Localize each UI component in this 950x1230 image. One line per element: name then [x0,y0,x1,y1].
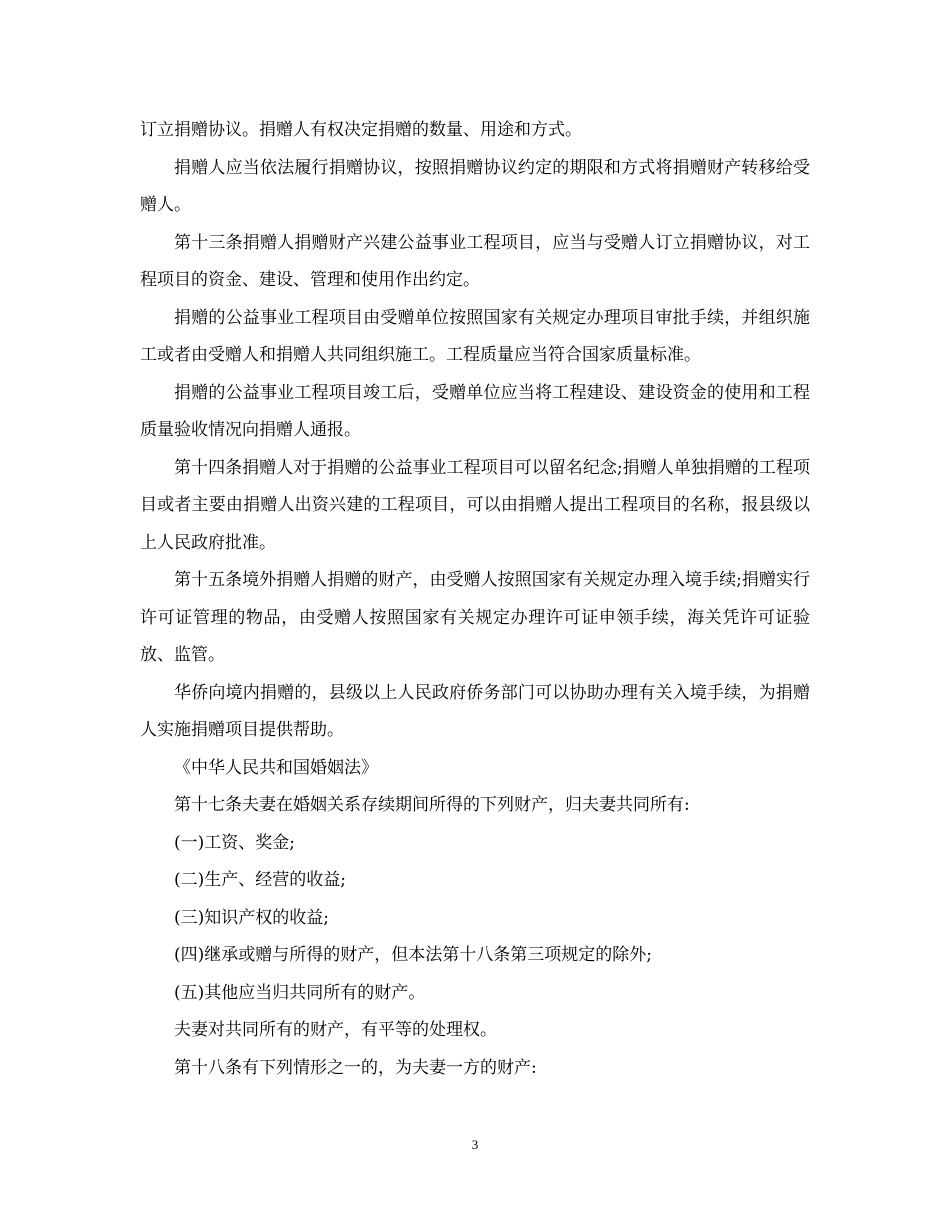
paragraph: 华侨向境内捐赠的，县级以上人民政府侨务部门可以协助办理有关入境手续，为捐赠人实施捐赠项目提供帮助。 [140,682,810,740]
list-item: (一)工资、奖金; [174,832,295,853]
paragraph: 捐赠的公益事业工程项目由受赠单位按照国家有关规定办理项目审批手续，并组织施工或者由受赠人和捐赠人共同组织施工。工程质量应当符合国家质量标准。 [140,307,810,365]
paragraph: 捐赠的公益事业工程项目竣工后，受赠单位应当将工程建设、建设资金的使用和工程质量验收情况向捐赠人通报。 [140,382,810,440]
document-body [140,112,810,1087]
paragraph: 捐赠人应当依法履行捐赠协议，按照捐赠协议约定的期限和方式将捐赠财产转移给受赠人。 [140,157,810,215]
paragraph: 第十三条捐赠人捐赠财产兴建公益事业工程项目，应当与受赠人订立捐赠协议，对工程项目的资金、建设、管理和使用作出约定。 [140,232,810,290]
paragraph: 第十五条境外捐赠人捐赠的财产，由受赠人按照国家有关规定办理入境手续;捐赠实行许可证管理的物品，由受赠人按照国家有关规定办理许可证申领手续，海关凭许可证验放、监管。 [140,570,810,665]
paragraph: 订立捐赠协议。捐赠人有权决定捐赠的数量、用途和方式。 [140,120,582,140]
list-item: (二)生产、经营的收益; [174,870,346,890]
list-item: (四)继承或赠与所得的财产，但本法第十八条第三项规定的除外; [174,945,652,965]
paragraph: 第十七条夫妻在婚姻关系存续期间所得的下列财产，归夫妻共同所有: [174,795,690,815]
paragraph: 夫妻对共同所有的财产，有平等的处理权。 [174,1020,497,1040]
law-title: 《中华人民共和国婚姻法》 [174,757,378,778]
list-item: (五)其他应当归共同所有的财产。 [174,982,426,1003]
paragraph: 第十四条捐赠人对于捐赠的公益事业工程项目可以留名纪念;捐赠人单独捐赠的工程项目或者主要由捐赠人出资兴建的工程项目，可以由捐赠人提出工程项目的名称，报县级以上人民政府批准。 [140,457,810,553]
paragraph: 第十八条有下列情形之一的，为夫妻一方的财产: [174,1057,537,1078]
list-item: (三)知识产权的收益; [174,907,329,928]
page-number: 3 [471,1137,479,1152]
